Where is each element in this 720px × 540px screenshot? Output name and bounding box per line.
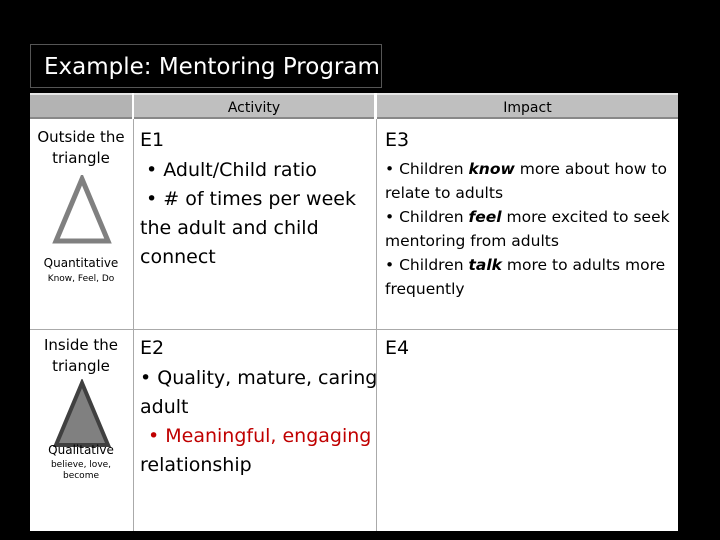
activity-e1-text xyxy=(140,156,356,272)
activity-line: • # of times per week xyxy=(146,188,356,210)
row-label-line: Inside the xyxy=(43,336,119,354)
qualitative-sublabel-line: believe, love, xyxy=(50,460,112,470)
impact-code-e4: E4 xyxy=(385,337,410,359)
impact-bullet-cont: frequently xyxy=(385,280,465,298)
impact-e3-text xyxy=(385,157,670,301)
qualitative-label: Qualitative xyxy=(48,443,114,457)
activity-code-e1: E1 xyxy=(140,129,165,151)
row-divider xyxy=(30,329,678,330)
impact-code-e3: E3 xyxy=(385,129,410,151)
activity-code-e2: E2 xyxy=(140,337,165,359)
activity-line-red: • Meaningful, engaging xyxy=(148,425,372,447)
row-label-inside xyxy=(30,335,132,377)
row-label-line: triangle xyxy=(52,357,110,375)
filled-triangle-icon xyxy=(52,379,112,449)
row-label-line: triangle xyxy=(52,149,110,167)
activity-line: adult xyxy=(140,396,189,418)
activity-e2-text xyxy=(140,364,377,480)
row-label-outside xyxy=(30,127,132,169)
impact-bullet: • Children talk more to adults more xyxy=(385,256,666,274)
impact-bullet: • Children feel more excited to seek xyxy=(385,208,670,226)
header-activity: Activity xyxy=(134,93,374,119)
qualitative-sublabel xyxy=(30,460,132,482)
activity-line: • Quality, mature, caring xyxy=(140,367,378,389)
row-label-line: Outside the xyxy=(37,128,125,146)
qualitative-sublabel-line: become xyxy=(62,471,99,481)
quantitative-sublabel: Know, Feel, Do xyxy=(47,274,115,284)
activity-line: relationship xyxy=(140,454,252,476)
quantitative-label: Quantitative xyxy=(43,256,119,270)
header-blank-cell xyxy=(30,93,132,119)
header-impact: Impact xyxy=(377,93,678,119)
activity-line: the adult and child xyxy=(140,217,319,239)
column-divider xyxy=(133,119,134,531)
outline-triangle-icon xyxy=(52,175,112,245)
slide-title: Example: Mentoring Program xyxy=(44,54,380,80)
impact-bullet-cont: mentoring from adults xyxy=(385,232,559,250)
impact-bullet-cont: relate to adults xyxy=(385,184,504,202)
impact-bullet: • Children know more about how to xyxy=(385,160,667,178)
comparison-table xyxy=(30,93,678,531)
activity-line: connect xyxy=(140,246,216,268)
activity-line: • Adult/Child ratio xyxy=(146,159,317,181)
